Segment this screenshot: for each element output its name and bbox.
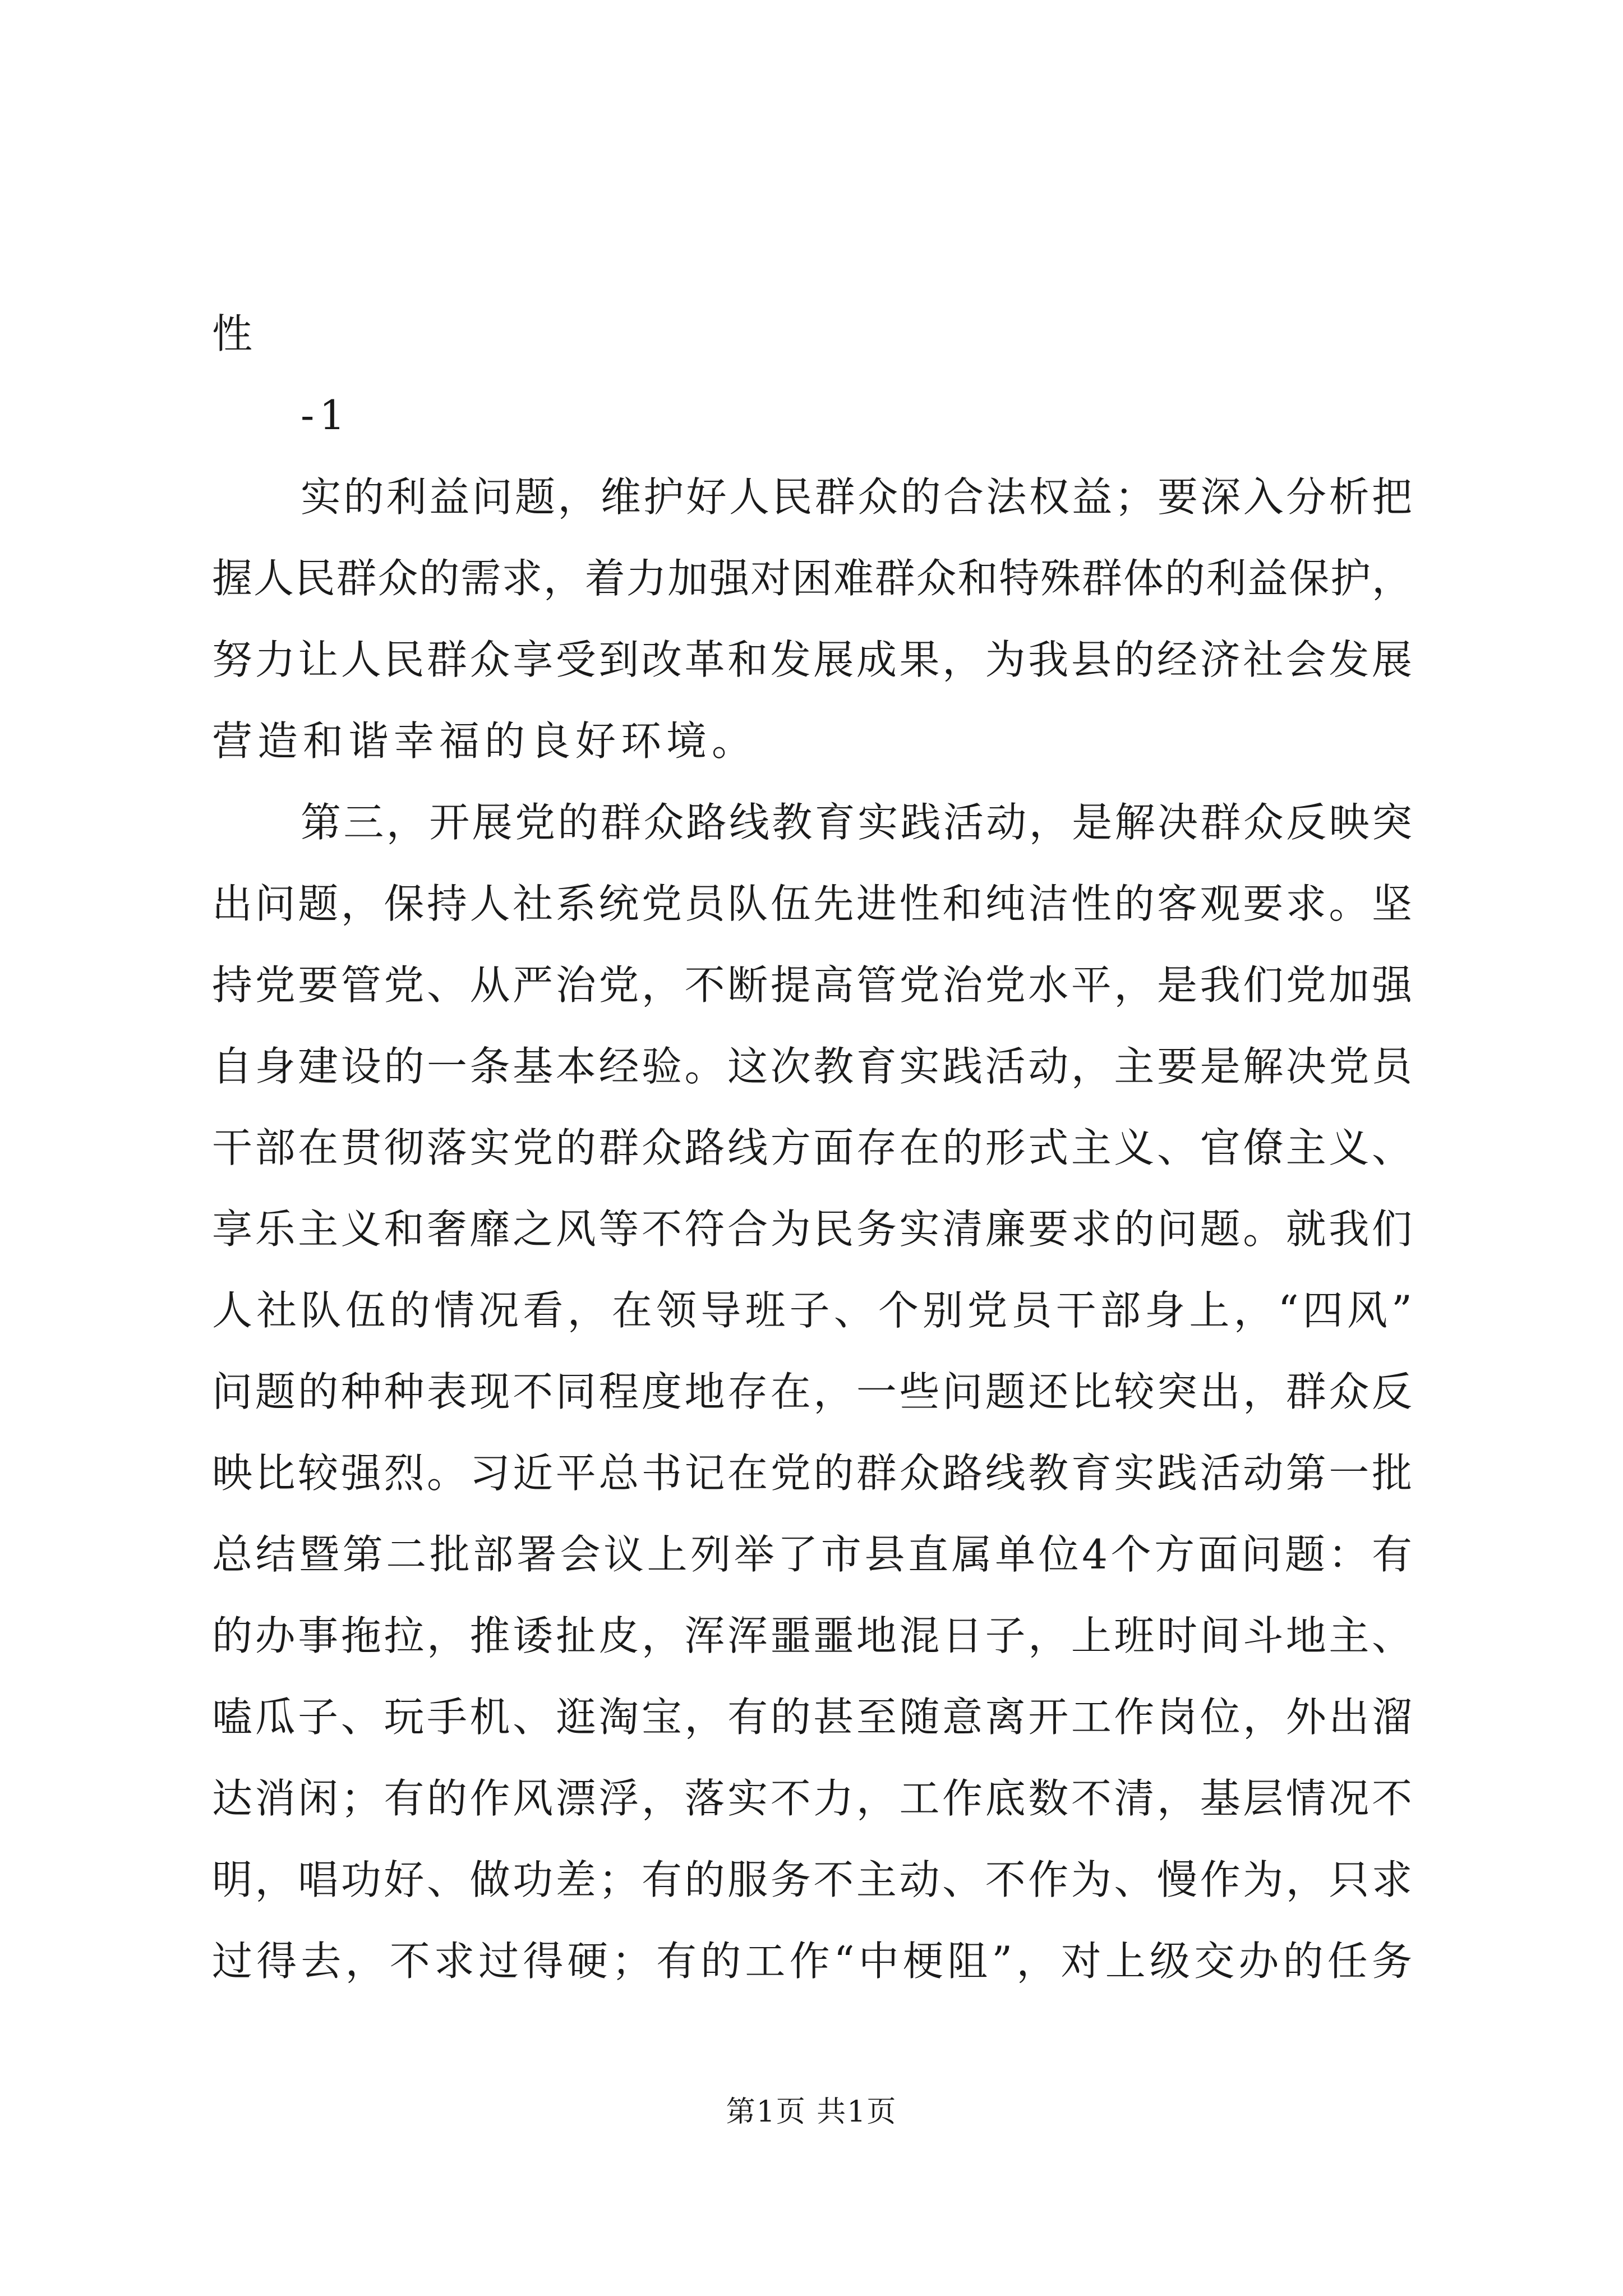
text-line: 持党要管党、从严治党，不断提高管党治党水平，是我们党加强 — [212, 961, 1412, 1009]
text-line: -1 — [301, 392, 351, 439]
text-line: 努力让人民群众享受到改革和发展成果，为我县的经济社会发展 — [212, 636, 1412, 683]
text-line: 出问题，保持人社系统党员队伍先进性和纯洁性的客观要求。坚 — [212, 880, 1412, 927]
text-line: 人社队伍的情况看，在领导班子、个别党员干部身上，“四风” — [212, 1287, 1412, 1334]
text-line: 性 — [212, 310, 258, 357]
text-line: 嗑瓜子、玩手机、逛淘宝，有的甚至随意离开工作岗位，外出溜 — [212, 1694, 1412, 1741]
text-line: 过得去，不求过得硬；有的工作“中梗阻”，对上级交办的任务 — [212, 1938, 1412, 1985]
text-line: 达消闲；有的作风漂浮，落实不力，工作底数不清，基层情况不 — [212, 1775, 1412, 1822]
text-line: 营造和谐幸福的良好环境。 — [212, 717, 758, 765]
text-line: 干部在贯彻落实党的群众路线方面存在的形式主义、官僚主义、 — [212, 1124, 1412, 1171]
text-line: 第三，开展党的群众路线教育实践活动，是解决群众反映突 — [301, 799, 1412, 846]
text-line: 总结暨第二批部署会议上列举了市县直属单位4个方面问题：有 — [212, 1531, 1412, 1578]
text-line: 的办事拖拉，推诿扯皮，浑浑噩噩地混日子，上班时间斗地主、 — [212, 1612, 1412, 1659]
text-line: 明，唱功好、做功差；有的服务不主动、不作为、慢作为，只求 — [212, 1856, 1412, 1903]
page-footer: 第1页 共1页 — [726, 2095, 897, 2129]
text-line: 映比较强烈。习近平总书记在党的群众路线教育实践活动第一批 — [212, 1450, 1412, 1497]
text-line: 问题的种种表现不同程度地存在，一些问题还比较突出，群众反 — [212, 1368, 1412, 1415]
text-line: 自身建设的一条基本经验。这次教育实践活动，主要是解决党员 — [212, 1043, 1412, 1090]
text-line: 享乐主义和奢靡之风等不符合为民务实清廉要求的问题。就我们 — [212, 1205, 1412, 1253]
text-line: 实的利益问题，维护好人民群众的合法权益；要深入分析把 — [301, 473, 1412, 521]
text-line: 握人民群众的需求，着力加强对困难群众和特殊群体的利益保护， — [212, 555, 1412, 602]
